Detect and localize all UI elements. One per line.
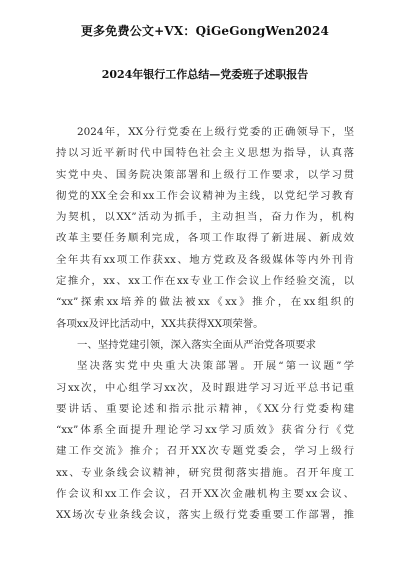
document-body <box>56 122 354 527</box>
body-text-line: 持以习近平新时代中国特色社会主义思想为指导，认真落 <box>56 147 354 160</box>
body-text-line: 2024年，XX分行党委在上级行党委的正确领导下，坚 <box>77 126 354 138</box>
body-text-line: 实党中央、国务院决策部署和上级行工作要求，以学习贯 <box>56 168 354 181</box>
document-title: 2024年银行工作总结—党委班子述职报告 <box>101 68 309 81</box>
body-text-line: 作会议和xx工作会议，召开XX次金融机构主要xx会议、 <box>56 488 354 501</box>
body-text-line: 全年共有xx项工作获xx、地方党政及各级媒体等内外刊肯 <box>56 253 354 266</box>
header-watermark: 更多免费公文+VX：QiGeGongWen2024 <box>80 24 330 38</box>
body-text-line: “xx”体系全面提升理论学习xx学习质效》获省分行《党 <box>56 424 354 437</box>
body-text-line: 改革主要任务顺利完成，各项工作取得了新进展、新成效 <box>56 232 354 245</box>
body-text-line: 一、坚持党建引领，深入落实全面从严治党各项要求 <box>77 338 316 351</box>
body-text-line: 习xx次，中心组学习xx次，及时跟进学习习近平总书记重 <box>56 381 354 394</box>
body-text-line: 建工作交流》推介；召开XX次专题党委会，学习上级行 <box>56 445 354 458</box>
body-text-line: 坚决落实党中央重大决策部署。开展“第一议题”学 <box>77 360 354 373</box>
body-text-line: 为契机，以XX”活动为抓手，主动担当，奋力作为，机构 <box>56 211 354 224</box>
body-text-line: 定推介，xx、xx工作在xx专业工作会议上作经验交流，以 <box>56 275 354 288</box>
body-text-line: 各项xx及评比活动中，XX共获得XX项荣誉。 <box>56 317 264 330</box>
body-text-line: 彻党的XX全会和xx工作会议精神为主线，以党纪学习教育 <box>56 189 354 202</box>
body-text-line: XX场次专业条线会议，落实上级行党委重要工作部署，推 <box>56 509 354 522</box>
body-text-line: 要讲话、重要论述和指示批示精神，《XX分行党委构建 <box>56 402 354 415</box>
body-text-line: “xx”探索xx培养的做法被xx《xx》推介，在xx组织的 <box>56 296 354 309</box>
body-text-line: xx、专业条线会议精神，研究贯彻落实措施。召开年度工 <box>56 466 354 479</box>
